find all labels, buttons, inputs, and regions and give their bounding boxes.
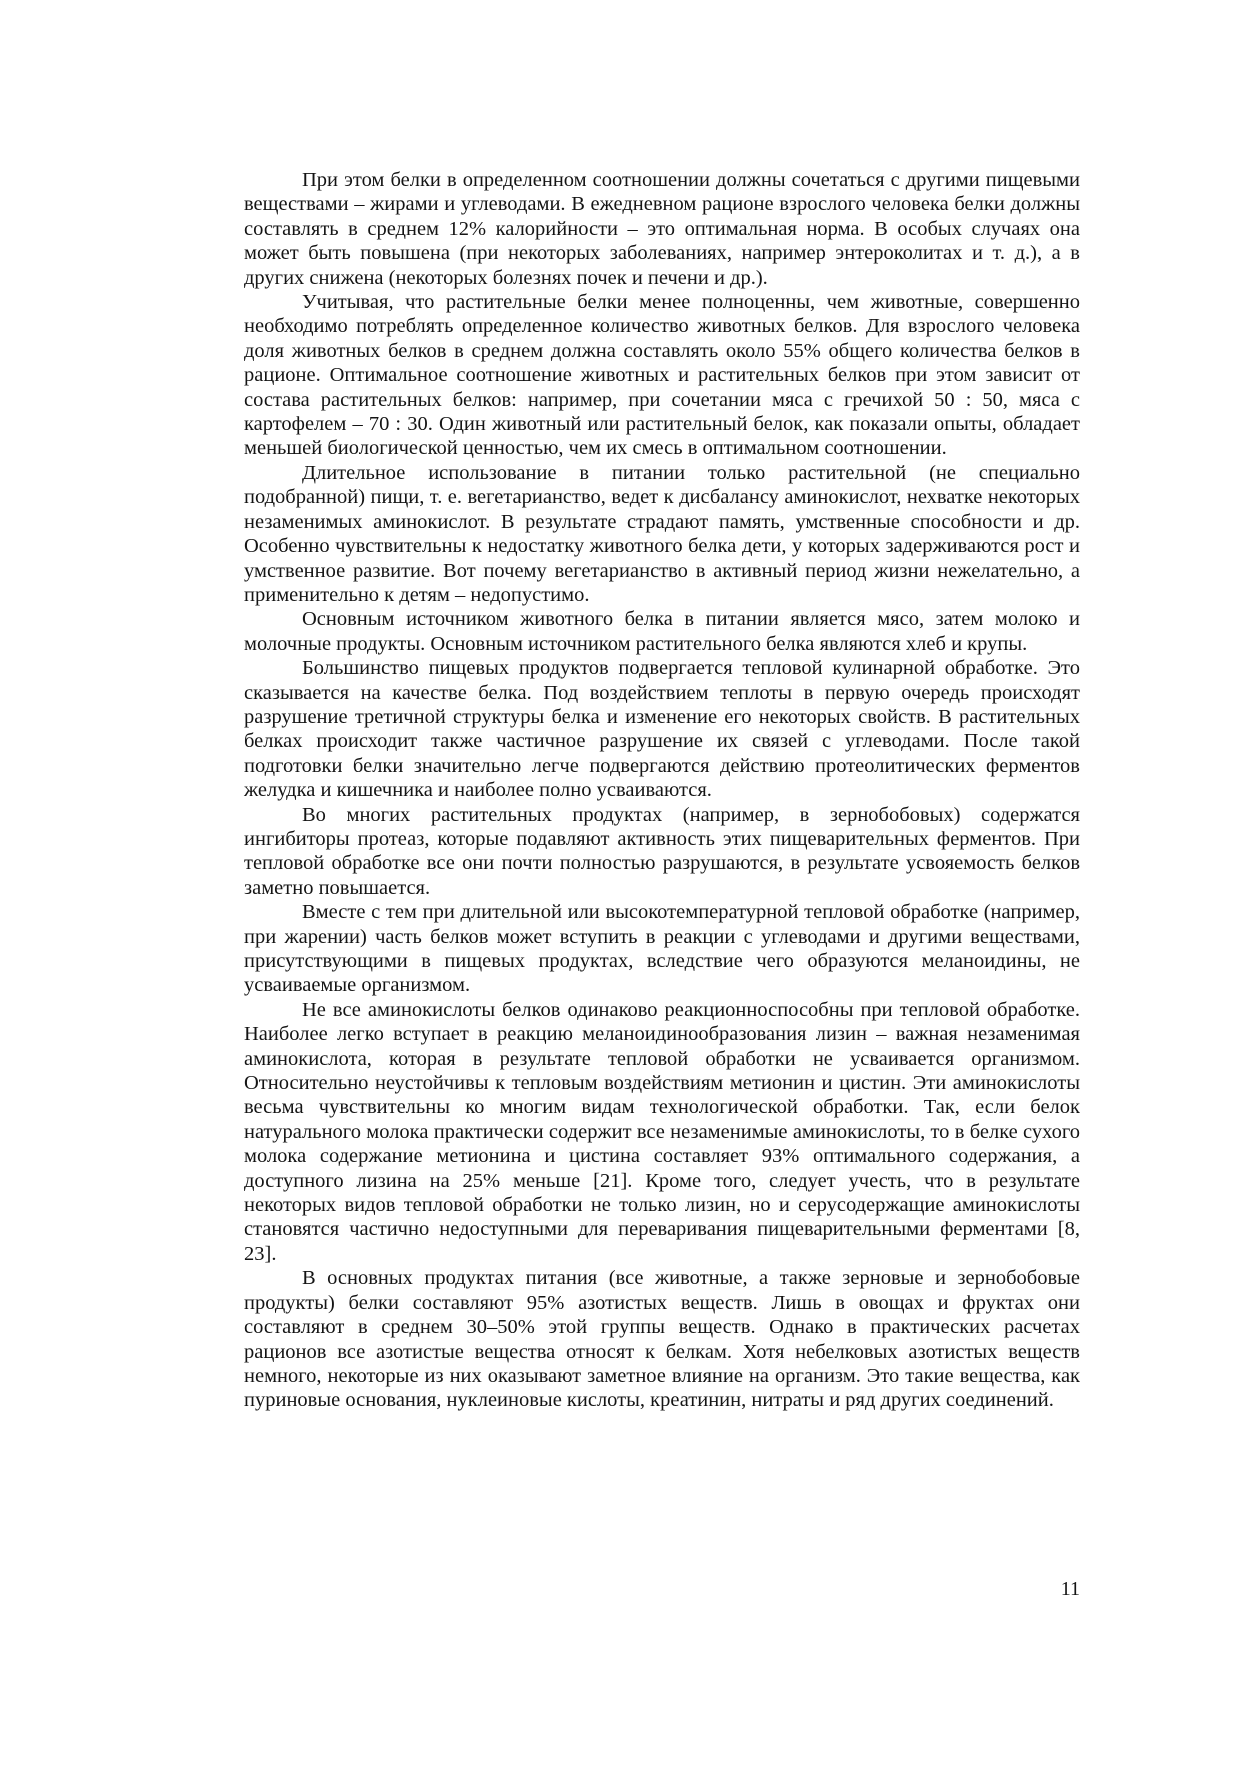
paragraph-1: При этом белки в определенном соотношении должны сочетаться с другими пищевыми веществами – жирами и углеводами. В ежедневном рационе взрослого человека белки должны составлять в среднем 12% калорийности – это оптимальная норма. В особых случаях она может быть повышена (при некоторых заболеваниях, например энтероколитах и т. д.), а в других снижена (некоторых болезнях почек и печени и др.). [244, 169, 1080, 289]
paragraph-7: Вместе с тем при длительной или высокотемпературной тепловой обработке (например, при жарении) часть белков может вступить в реакции с углеводами и другими веществами, присутствующими в пищевых продуктах, вследствие чего образуются меланоидины, не усваиваемые организмом. [244, 901, 1080, 997]
paragraph-5: Большинство пищевых продуктов подвергается тепловой кулинарной обработке. Это сказывается на качестве белка. Под воздействием теплоты в первую очередь происходят разрушение третичной структуры белка и изменение его некоторых свойств. В растительных белках происходит также частичное разрушение их связей с углеводами. После такой подготовки белки значительно легче подвергаются действию протеолитических ферментов желудка и кишечника и наиболее полно усваиваются. [244, 657, 1080, 802]
paragraph-4: Основным источником животного белка в питании является мясо, затем молоко и молочные продукты. Основным источником растительного белка являются хлеб и крупы. [244, 608, 1080, 655]
paragraph-3: Длительное использование в питании только растительной (не специально подобранной) пищи, т. е. вегетарианство, ведет к дисбалансу аминокислот, нехватке некоторых незаменимых аминокислот. В результате страдают память, умственные способности и др. Особенно чувствительны к недостатку животного белка дети, у которых задерживаются рост и умственное развитие. Вот почему вегетарианство в активный период жизни нежелательно, а применительно к детям – недопустимо. [244, 461, 1080, 606]
body-text [244, 168, 1080, 1413]
paragraph-9: В основных продуктах питания (все животные, а также зерновые и зернобобовые продукты) белки составляют 95% азотистых веществ. Лишь в овощах и фруктах они составляют в среднем 30–50% этой группы веществ. Однако в практических расчетах рационов все азотистые вещества относят к белкам. Хотя небелковых азотистых веществ немного, некоторые из них оказывают заметное влияние на организм. Это такие вещества, как пуриновые основания, нуклеиновые кислоты, креатинин, нитраты и ряд других соединений. [244, 1267, 1080, 1412]
page-number: 11 [1060, 1578, 1080, 1600]
paragraph-2: Учитывая, что растительные белки менее полноценны, чем животные, совершенно необходимо потреблять определенное количество животных белков. Для взрослого человека доля животных белков в среднем должна составлять около 55% общего количества белков в рационе. Оптимальное соотношение животных и растительных белков при этом зависит от состава растительных белков: например, при сочетании мяса с гречихой 50 : 50, мяса с картофелем – 70 : 30. Один животный или растительный белок, как показали опыты, обладает меньшей биологической ценностью, чем их смесь в оптимальном соотношении. [244, 291, 1080, 460]
paragraph-6: Во многих растительных продуктах (например, в зернобобовых) содержатся ингибиторы протеаз, которые подавляют активность этих пищеварительных ферментов. При тепловой обработке все они почти полностью разрушаются, в результате усвояемость белков заметно повышается. [244, 803, 1080, 899]
paragraph-8: Не все аминокислоты белков одинаково реакционноспособны при тепловой обработке. Наиболее легко вступает в реакцию меланоидинообразования лизин – важная незаменимая аминокислота, которая в результате тепловой обработки не усваивается организмом. Относительно неустойчивы к тепловым воздействиям метионин и цистин. Эти аминокислоты весьма чувствительны ко многим видам технологической обработки. Так, если белок натурального молока практически содержит все незаменимые аминокислоты, то в белке сухого молока содержание метионина и цистина составляет 93% оптимального содержания, а доступного лизина на 25% меньше [21]. Кроме того, следует учесть, что в результате некоторых видов тепловой обработки не только лизин, но и серусодержащие аминокислоты становятся частично недоступными для переваривания пищеварительными ферментами [8, 23]. [244, 998, 1080, 1265]
